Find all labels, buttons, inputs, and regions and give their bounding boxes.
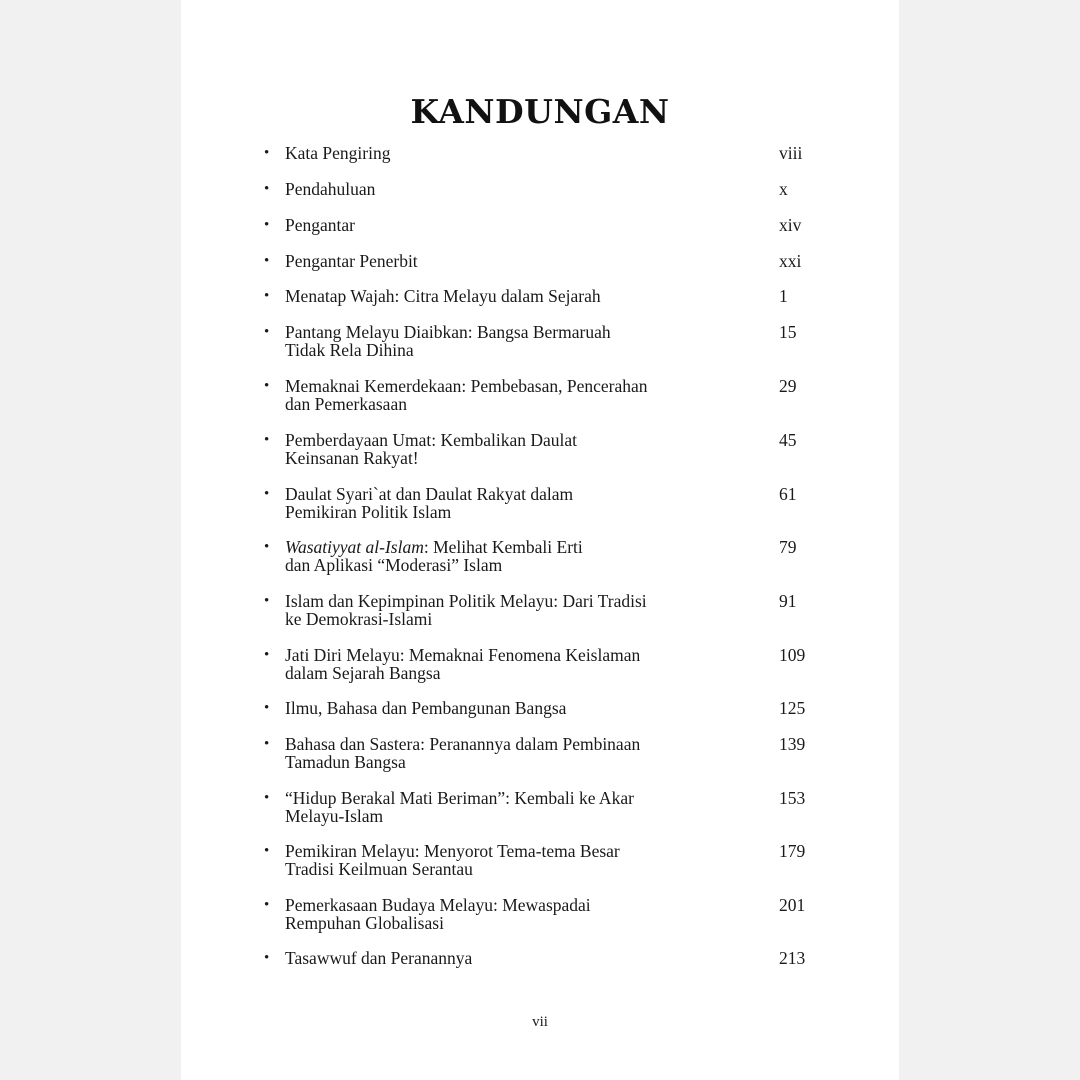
toc-entry-page: 29 — [779, 376, 797, 396]
toc-entry-title-line: dan Pemerkasaan — [285, 394, 407, 414]
toc-entry-title — [285, 735, 695, 771]
bullet-icon: • — [264, 145, 270, 161]
toc-entry-page: 15 — [779, 322, 797, 342]
toc-entry-page: 79 — [779, 537, 797, 557]
toc-entry-page: 45 — [779, 430, 797, 450]
bullet-icon: • — [264, 593, 270, 609]
bullet-icon: • — [264, 181, 270, 197]
toc-entry-title — [285, 144, 695, 162]
toc-entry-page: 153 — [779, 788, 806, 808]
toc-entry-title-line: Islam dan Kepimpinan Politik Melayu: Dari Tradisi — [285, 591, 647, 611]
toc-entry-title-line: Pantang Melayu Diaibkan: Bangsa Bermaruah — [285, 322, 611, 342]
page-title: KANDUNGAN — [410, 92, 670, 131]
table-of-contents — [181, 0, 899, 1080]
toc-entry-title — [285, 592, 695, 628]
toc-entry-title — [285, 699, 695, 717]
toc-entry-title-line: “Hidup Berakal Mati Beriman”: Kembali ke Akar — [285, 788, 634, 808]
page-number: vii — [532, 1014, 548, 1030]
toc-entry-title-line: Pemerkasaan Budaya Melayu: Mewaspadai — [285, 895, 591, 915]
toc-entry-title-line: Tamadun Bangsa — [285, 752, 406, 772]
toc-entry-title-italic: Wasatiyyat al-Islam — [285, 537, 424, 557]
bullet-icon: • — [264, 700, 270, 716]
toc-entry-title-line: Pendahuluan — [285, 179, 376, 199]
toc-entry-title-line: Pemikiran Politik Islam — [285, 502, 452, 522]
toc-entry-page: 201 — [779, 895, 806, 915]
toc-entry-title-line: ke Demokrasi-Islami — [285, 609, 433, 629]
toc-entry-title — [285, 287, 695, 305]
toc-entry-title-line: Rempuhan Globalisasi — [285, 913, 444, 933]
toc-entry-title-line: dan Aplikasi “Moderasi” Islam — [285, 555, 503, 575]
toc-entry-title — [285, 789, 695, 825]
toc-entry-title-line: Keinsanan Rakyat! — [285, 448, 419, 468]
toc-entry-title-line: Kata Pengiring — [285, 143, 391, 163]
toc-entry-title-line: Pemikiran Melayu: Menyorot Tema-tema Besar — [285, 841, 620, 861]
toc-entry-page: x — [779, 179, 788, 199]
toc-entry-title-line: Daulat Syari`at dan Daulat Rakyat dalam — [285, 484, 574, 504]
toc-entry-title-line: Tradisi Keilmuan Serantau — [285, 859, 473, 879]
bullet-icon: • — [264, 736, 270, 752]
bullet-icon: • — [264, 432, 270, 448]
toc-entry-title — [285, 538, 695, 574]
toc-entry-page: 61 — [779, 484, 797, 504]
bullet-icon: • — [264, 288, 270, 304]
toc-entry-page: 179 — [779, 841, 806, 861]
toc-entry-title-line: Pemberdayaan Umat: Kembalikan Daulat — [285, 430, 578, 450]
toc-entry-title — [285, 216, 695, 234]
toc-entry-title-line: dalam Sejarah Bangsa — [285, 663, 441, 683]
book-page — [181, 0, 899, 1080]
toc-entry-title-rest: : Melihat Kembali Erti — [423, 537, 583, 557]
toc-entry-page: viii — [779, 143, 803, 163]
toc-entry-title — [285, 180, 695, 198]
toc-entry-title-line: Pengantar — [285, 215, 355, 235]
toc-entry-title-line: Melayu-Islam — [285, 806, 384, 826]
toc-entry-page: 91 — [779, 591, 797, 611]
bullet-icon: • — [264, 950, 270, 966]
toc-entry-title — [285, 377, 695, 413]
toc-entry-title — [285, 323, 695, 359]
toc-entry-page: 213 — [779, 948, 806, 968]
toc-entry-title-line: Memaknai Kemerdekaan: Pembebasan, Pencerahan — [285, 376, 648, 396]
toc-entry-title-line: Menatap Wajah: Citra Melayu dalam Sejarah — [285, 286, 601, 306]
toc-entry-title-line: Tidak Rela Dihina — [285, 340, 414, 360]
toc-entry-title — [285, 842, 695, 878]
toc-entry-title — [285, 646, 695, 682]
toc-entry-page: 125 — [779, 698, 806, 718]
bullet-icon: • — [264, 486, 270, 502]
toc-entry-page: 139 — [779, 734, 806, 754]
toc-entry-page: 109 — [779, 645, 806, 665]
toc-entry-title-line: Ilmu, Bahasa dan Pembangunan Bangsa — [285, 698, 567, 718]
toc-entry-title-line: Bahasa dan Sastera: Peranannya dalam Pembinaan — [285, 734, 641, 754]
bullet-icon: • — [264, 253, 270, 269]
bullet-icon: • — [264, 647, 270, 663]
toc-entry-title — [285, 485, 695, 521]
toc-entry-title-line: Jati Diri Melayu: Memaknai Fenomena Keislaman — [285, 645, 641, 665]
toc-entry-page: xxi — [779, 251, 802, 271]
bullet-icon: • — [264, 790, 270, 806]
toc-entry-page: xiv — [779, 215, 802, 235]
bullet-icon: • — [264, 378, 270, 394]
toc-entry-page: 1 — [779, 286, 788, 306]
toc-entry-title — [285, 431, 695, 467]
bullet-icon: • — [264, 843, 270, 859]
toc-entry-title — [285, 896, 695, 932]
bullet-icon: • — [264, 539, 270, 555]
toc-entry-title — [285, 252, 695, 270]
toc-entry-title-line: Pengantar Penerbit — [285, 251, 418, 271]
toc-entry-title — [285, 949, 695, 967]
toc-entry-title-line — [285, 538, 695, 556]
bullet-icon: • — [264, 324, 270, 340]
toc-entry-title-line: Tasawwuf dan Peranannya — [285, 948, 473, 968]
bullet-icon: • — [264, 897, 270, 913]
bullet-icon: • — [264, 217, 270, 233]
